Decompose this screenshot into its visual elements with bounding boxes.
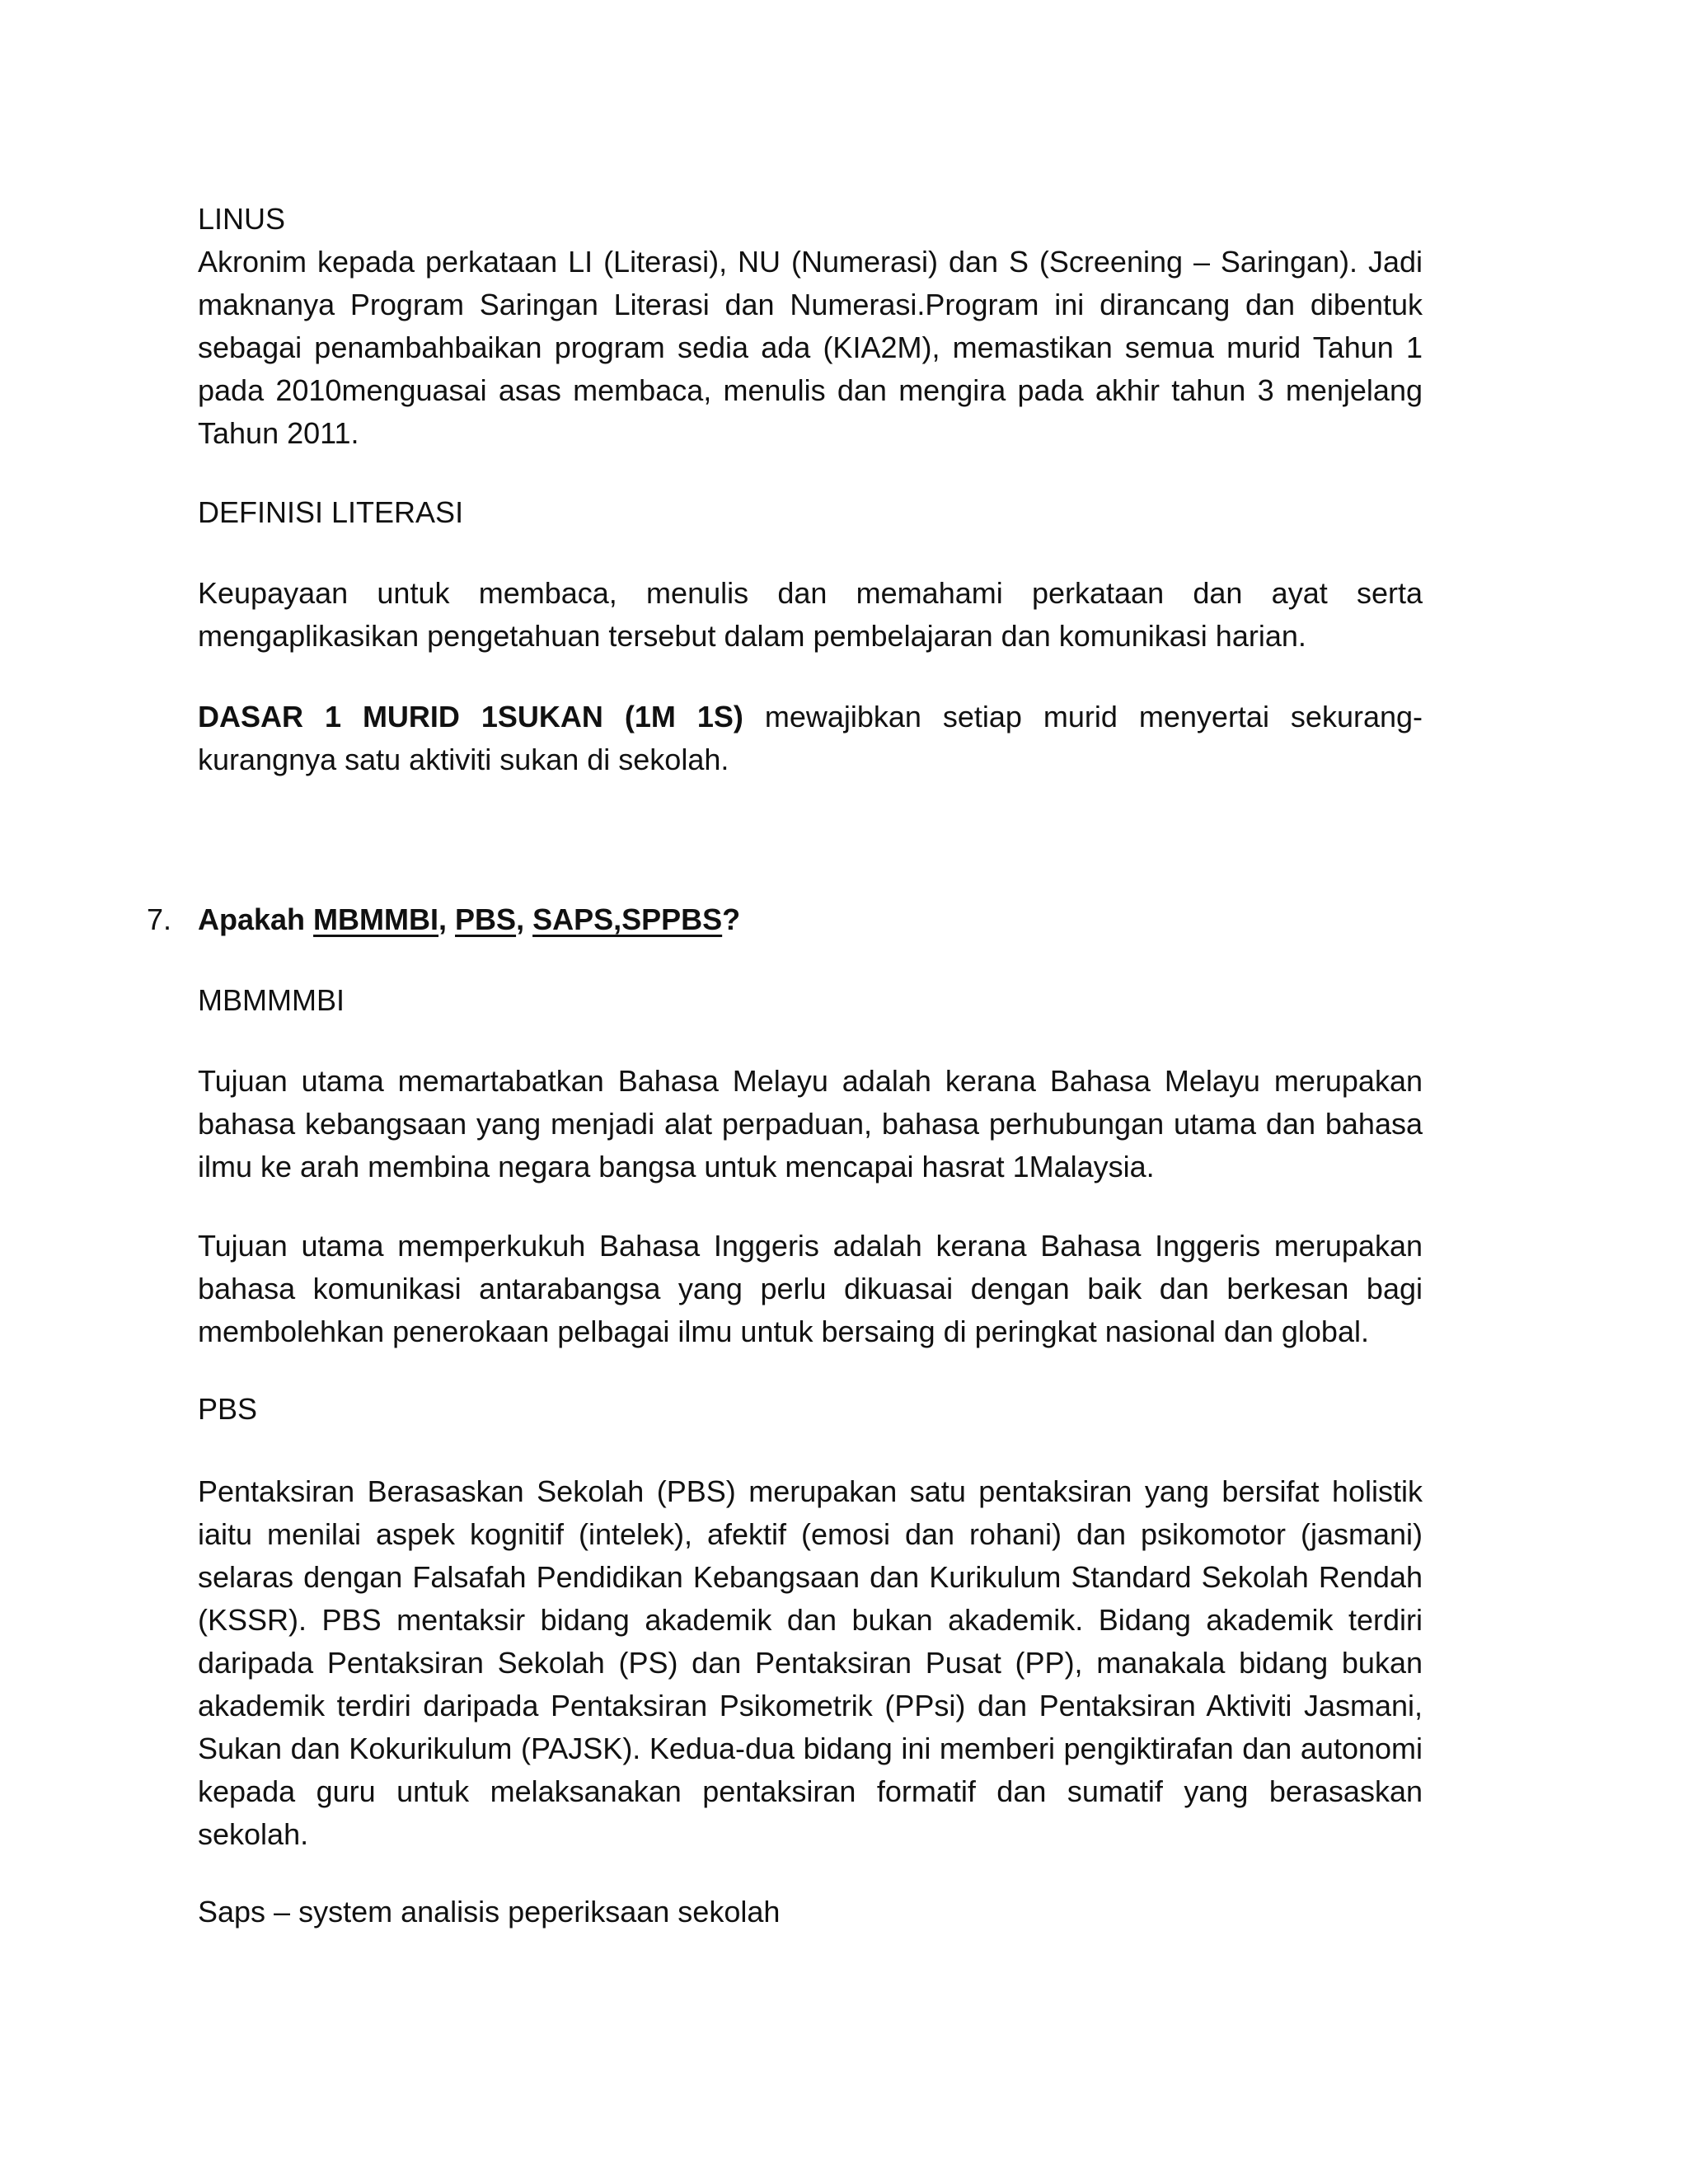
mbmmbi-paragraph-1: Tujuan utama memartabatkan Bahasa Melayu adalah kerana Bahasa Melayu merupakan bahasa kebangsaan yang menjadi alat perpaduan, bahasa perhubungan utama dan bahasa ilmu ke arah membina negara bangsa untuk mencapai hasrat 1Malaysia. — [198, 1064, 1423, 1183]
question-7-heading — [198, 898, 740, 941]
term-mbmmbi: MBMMBI — [313, 902, 439, 936]
term-saps-sppbs: SAPS,SPPBS — [532, 902, 723, 936]
dasar-rest: mewajibkan setiap murid menyertai sekurang-kurangnya satu aktiviti sukan di sekolah. — [198, 700, 1423, 776]
pbs-heading: PBS — [198, 1392, 258, 1426]
question-number: 7. — [147, 902, 172, 936]
question-separator-2: , — [516, 902, 533, 936]
linus-body: Akronim kepada perkataan LI (Literasi), NU (Numerasi) dan S (Screening – Saringan). Jadi maknanya Program Saringan Literasi dan Numerasi.Program ini dirancang dan dibentuk sebagai penambahbaikan program sedia ada (KIA2M), memastikan semua murid Tahun 1 pada 2010menguasai asas membaca, menulis dan mengira pada akhir tahun 3 menjelang Tahun 2011. — [198, 245, 1423, 450]
dasar-paragraph — [198, 696, 1423, 781]
definisi-literasi-body: Keupayaan untuk membaca, menulis dan memahami perkataan dan ayat serta mengaplikasikan pengetahuan tersebut dalam pembelajaran dan komunikasi harian. — [198, 576, 1423, 653]
saps-line: Saps – system analisis peperiksaan sekolah — [198, 1895, 781, 1929]
dasar-bold-lead: DASAR 1 MURID 1SUKAN (1M 1S) — [198, 700, 743, 733]
mbmmbi-heading: MBMMMBI — [198, 983, 345, 1017]
pbs-body: Pentaksiran Berasaskan Sekolah (PBS) merupakan satu pentaksiran yang bersifat holistik iaitu menilai aspek kognitif (intelek), afektif (emosi dan rohani) dan psikomotor (jasmani) selaras dengan Falsafah Pendidikan Kebangsaan dan Kurikulum Standard Sekolah Rendah (KSSR). PBS mentaksir bidang akademik dan bukan akademik. Bidang akademik terdiri daripada Pentaksiran Sekolah (PS) dan Pentaksiran Pusat (PP), manakala bidang bukan akademik terdiri daripada Pentaksiran Psikometrik (PPsi) dan Pentaksiran Aktiviti Jasmani, Sukan dan Kokurikulum (PAJSK). Kedua-dua bidang ini memberi pengiktirafan dan autonomi kepada guru untuk melaksanakan pentaksiran formatif dan sumatif yang berasaskan sekolah. — [198, 1474, 1423, 1851]
definisi-literasi-heading: DEFINISI LITERASI — [198, 495, 464, 529]
term-pbs: PBS — [455, 902, 517, 936]
linus-heading: LINUS — [198, 202, 286, 236]
question-separator-1: , — [438, 902, 456, 936]
mbmmbi-paragraph-2: Tujuan utama memperkukuh Bahasa Inggeris adalah kerana Bahasa Inggeris merupakan bahasa komunikasi antarabangsa yang perlu dikuasai dengan baik dan berkesan bagi membolehkan penerokaan pelbagai ilmu untuk bersaing di peringkat nasional dan global. — [198, 1229, 1423, 1348]
question-suffix: ? — [722, 902, 741, 936]
question-prefix: Apakah — [198, 902, 314, 936]
